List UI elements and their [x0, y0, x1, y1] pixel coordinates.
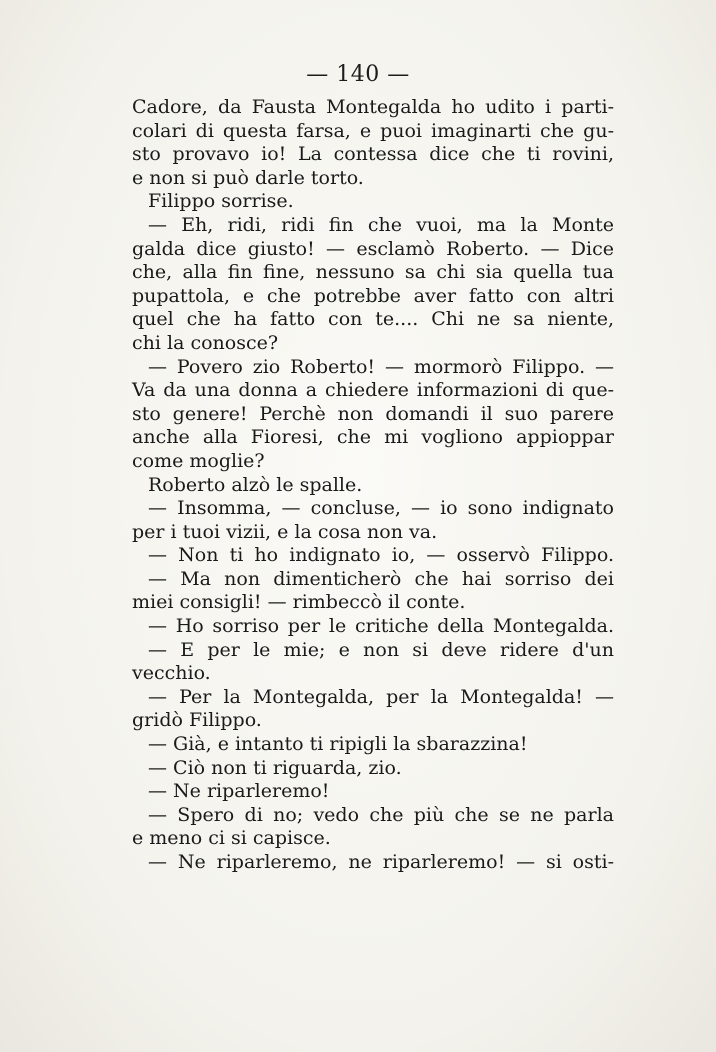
text-line: — Eh, ridi, ridi fin che vuoi, ma la Monte — [148, 213, 614, 236]
text-line: — Spero di no; vedo che più che se ne parla — [148, 803, 614, 826]
text-line: — Insomma, — concluse, — io sono indignato — [148, 497, 614, 520]
text-line: — Ciò non ti riguarda, zio. — [148, 756, 402, 779]
text-line: — Per la Montegalda, per la Montegalda! — — [148, 685, 614, 708]
text-line: — E per le mie; e non si deve ridere d'un — [148, 638, 614, 661]
text-line: — Ne riparleremo, ne riparleremo! — si osti- — [148, 851, 614, 873]
text-line: — Ne riparleremo! — [148, 780, 330, 803]
text-line: — Ma non dimenticherò che hai sorriso dei — [148, 567, 614, 590]
text-line: miei consigli! — rimbeccò il conte. — [132, 591, 466, 614]
text-line: gridò Filippo. — [132, 709, 262, 732]
text-line: che, alla fin fine, nessuno sa chi sia quella tua — [132, 261, 614, 284]
text-line: quel che ha fatto con te.... Chi ne sa niente, — [132, 308, 614, 331]
body-text — [132, 96, 614, 875]
text-line: Filippo sorrise. — [148, 190, 294, 213]
text-line: Roberto alzò le spalle. — [148, 473, 363, 496]
text-line: galda dice giusto! — esclamò Roberto. — Dice — [132, 237, 614, 260]
text-line: — Povero zio Roberto! — mormorò Filippo. — — [148, 355, 614, 378]
text-line: — Ho sorriso per le critiche della Montegalda. — [148, 615, 614, 638]
text-line: colari di questa farsa, e puoi imaginarti che gu- — [132, 119, 614, 142]
text-line: vecchio. — [132, 662, 211, 685]
text-line: sto provavo io! La contessa dice che ti rovini, — [132, 143, 614, 166]
text-line: Cadore, da Fausta Montegalda ho udito i parti- — [132, 96, 614, 118]
text-line: sto genere! Perchè non domandi il suo parere — [132, 402, 614, 425]
text-line: come moglie? — [132, 449, 265, 472]
text-line: Va da una donna a chiedere informazioni di que- — [132, 379, 614, 402]
text-line: — Già, e intanto ti ripigli la sbarazzina! — [148, 733, 528, 756]
text-line: chi la conosce? — [132, 331, 279, 354]
text-line: e non si può darle torto. — [132, 166, 364, 189]
text-line: e meno ci si capisce. — [132, 827, 331, 850]
page-number: — 140 — — [306, 62, 410, 87]
text-line: per i tuoi vizii, e la cosa non va. — [132, 520, 438, 543]
text-line: pupattola, e che potrebbe aver fatto con altri — [132, 284, 614, 307]
text-line: anche alla Fioresi, che mi vogliono appioppar — [132, 426, 614, 449]
text-line: — Non ti ho indignato io, — osservò Filippo. — [148, 544, 614, 567]
